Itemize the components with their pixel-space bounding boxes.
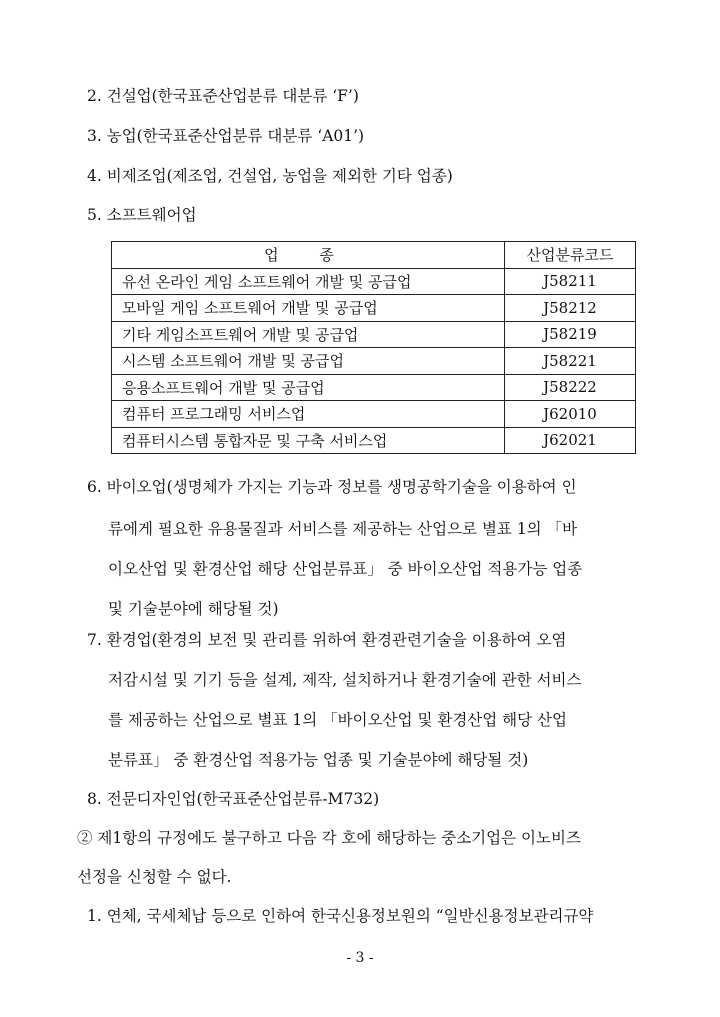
- item-3: 3. 농업(한국표준산업분류 대분류 ‘A01’): [87, 127, 365, 145]
- industry-name: 응용소프트웨어 개발 및 공급업: [112, 374, 505, 401]
- page-number: - 3 -: [346, 950, 374, 966]
- paragraph-2-line-1: ② 제1항의 규정에도 불구하고 다음 각 호에 해당하는 중소기업은 이노비즈: [77, 829, 581, 847]
- industry-code-table: [111, 241, 636, 454]
- industry-name: 컴퓨터시스템 통합자문 및 구축 서비스업: [112, 427, 505, 454]
- item-6-line-1: 6. 바이오업(생명체가 가지는 기능과 정보를 생명공학기술을 이용하여 인: [87, 478, 577, 496]
- header-code: 산업분류코드: [505, 242, 636, 269]
- item-7-line-3: 를 제공하는 산업으로 별표 1의 「바이오산업 및 환경산업 해당 산업: [108, 711, 568, 729]
- table-row: [112, 348, 636, 375]
- table-row: [112, 268, 636, 295]
- industry-code: J62010: [505, 401, 636, 428]
- item-5: 5. 소프트웨어업: [87, 206, 197, 224]
- industry-name: 시스템 소프트웨어 개발 및 공급업: [112, 348, 505, 375]
- item-7-line-2: 저감시설 및 기기 등을 설계, 제작, 설치하거나 환경기술에 관한 서비스: [108, 671, 582, 689]
- table-row: [112, 321, 636, 348]
- industry-code: J62021: [505, 427, 636, 454]
- industry-code: J58221: [505, 348, 636, 375]
- paragraph-2-line-2: 선정을 신청할 수 없다.: [77, 868, 232, 886]
- table-row: [112, 295, 636, 322]
- industry-name: 유선 온라인 게임 소프트웨어 개발 및 공급업: [112, 268, 505, 295]
- item-7-line-4: 분류표」 중 환경산업 적용가능 업종 및 기술분야에 해당될 것): [108, 751, 529, 769]
- table-header-row: [112, 242, 636, 269]
- item-6-line-4: 및 기술분야에 해당될 것): [108, 600, 279, 618]
- industry-code: J58219: [505, 321, 636, 348]
- industry-code: J58211: [505, 268, 636, 295]
- item-8: 8. 전문디자인업(한국표준산업분류-M732): [87, 790, 380, 808]
- industry-code: J58222: [505, 374, 636, 401]
- table-row: [112, 401, 636, 428]
- table-row: [112, 427, 636, 454]
- table-row: [112, 374, 636, 401]
- industry-name: 컴퓨터 프로그래밍 서비스업: [112, 401, 505, 428]
- item-6-line-3: 이오산업 및 환경산업 해당 산업분류표」 중 바이오산업 적용가능 업종: [108, 560, 583, 578]
- item-7-line-1: 7. 환경업(환경의 보전 및 관리를 위하여 환경관련기술을 이용하여 오염: [87, 631, 567, 649]
- item-2: 2. 건설업(한국표준산업분류 대분류 ‘F’): [87, 87, 359, 105]
- item-4: 4. 비제조업(제조업, 건설업, 농업을 제외한 기타 업종): [87, 167, 453, 185]
- sub-item-1: 1. 연체, 국세체납 등으로 인하여 한국신용정보원의 “일반신용정보관리규약: [87, 907, 594, 925]
- header-industry: 업 종: [112, 242, 505, 269]
- industry-name: 기타 게임소프트웨어 개발 및 공급업: [112, 321, 505, 348]
- industry-code: J58212: [505, 295, 636, 322]
- item-6-line-2: 류에게 필요한 유용물질과 서비스를 제공하는 산업으로 별표 1의 「바: [108, 520, 578, 538]
- industry-name: 모바일 게임 소프트웨어 개발 및 공급업: [112, 295, 505, 322]
